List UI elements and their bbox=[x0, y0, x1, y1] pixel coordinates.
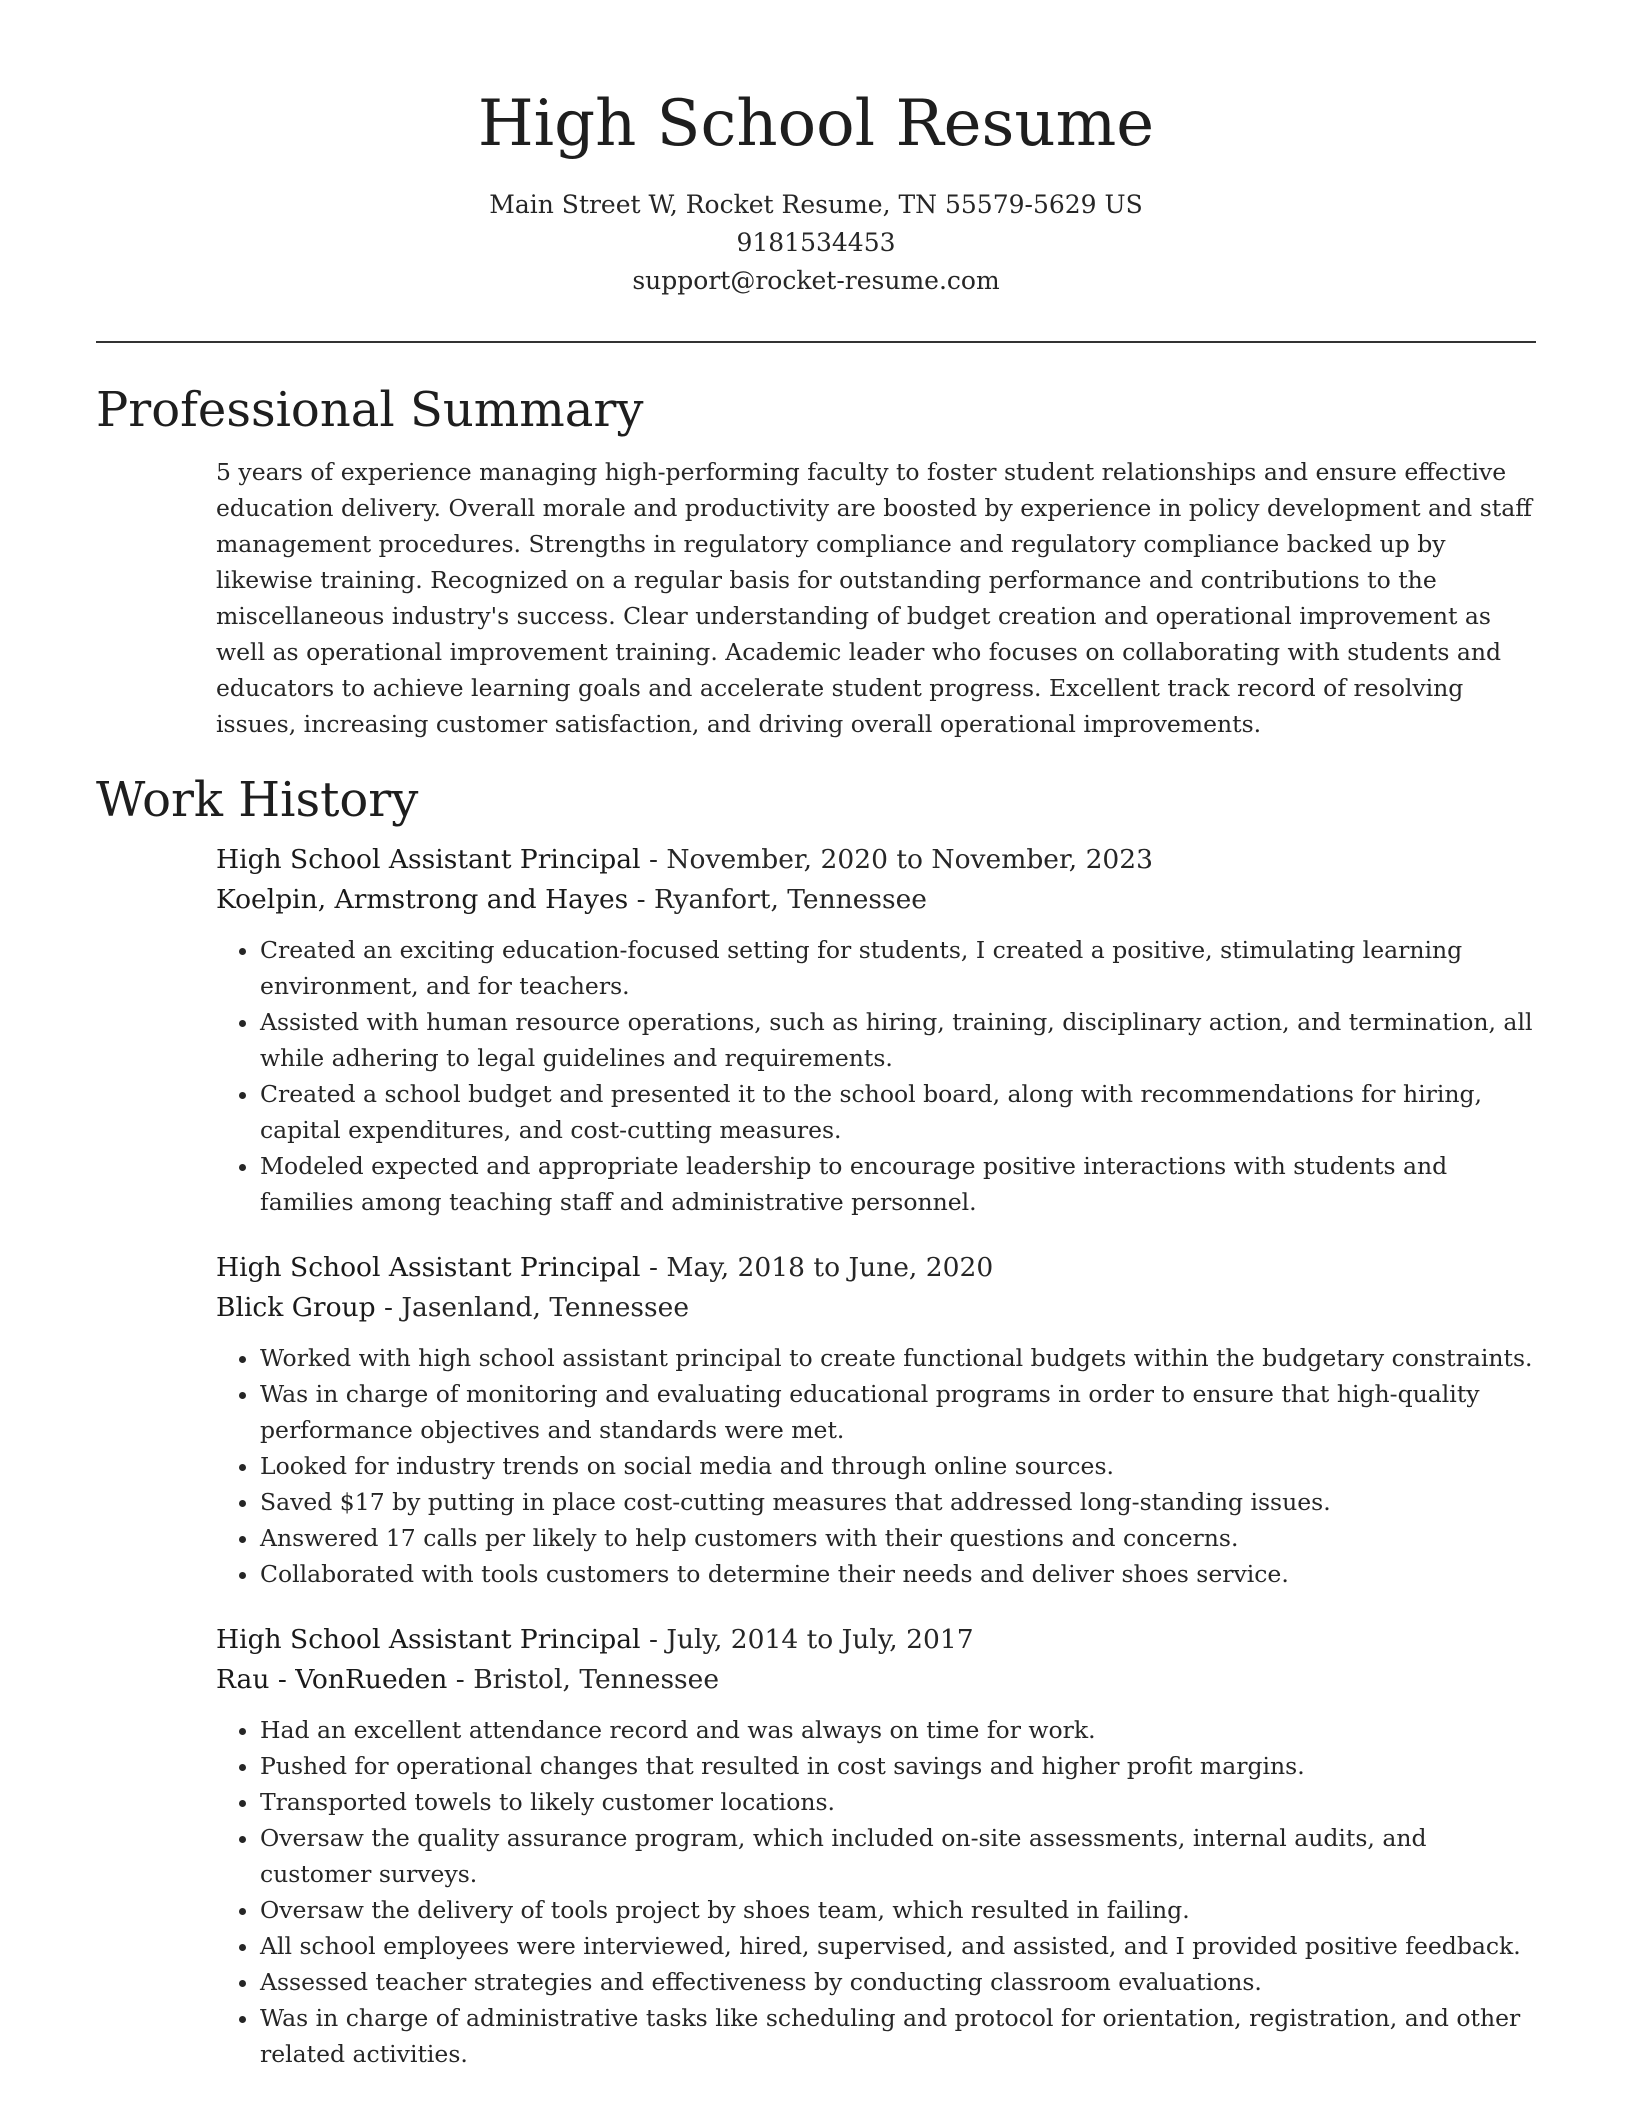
job-dates: May, 2018 to June, 2020 bbox=[666, 1252, 994, 1283]
job-title: High School Assistant Principal bbox=[216, 844, 641, 875]
job-bullet: • Saved $17 by putting in place cost-cutting measures that addressed long-standing issues. bbox=[260, 1484, 1536, 1520]
job-bullet: • Looked for industry trends on social media and through online sources. bbox=[260, 1448, 1536, 1484]
job-title: High School Assistant Principal bbox=[216, 1624, 641, 1655]
job-separator: - bbox=[375, 1292, 402, 1323]
job-entry bbox=[216, 840, 1536, 1220]
job-bullet: • Answered 17 calls per likely to help customers with their questions and concerns. bbox=[260, 1520, 1536, 1556]
job-separator: - bbox=[640, 844, 667, 875]
summary-section bbox=[96, 380, 1536, 742]
job-entry bbox=[216, 1248, 1536, 1592]
job-bullet-list bbox=[216, 1340, 1536, 1592]
summary-heading: Professional Summary bbox=[96, 382, 644, 438]
work-history-heading: Work History bbox=[96, 772, 419, 828]
job-bullet: • Created an exciting education-focused setting for students, I created a positive, stimulating learning environment, and for teachers. bbox=[260, 932, 1536, 1004]
job-location: Jasenland, Tennessee bbox=[401, 1292, 689, 1323]
job-bullet: • Assisted with human resource operations, such as hiring, training, disciplinary action, and termination, all while adhering to legal guidelines and requirements. bbox=[260, 1004, 1536, 1076]
job-company: Koelpin, Armstrong and Hayes bbox=[216, 884, 629, 915]
job-location: Bristol, Tennessee bbox=[473, 1664, 720, 1695]
contact-address: Main Street W, Rocket Resume, TN 55579-5629 US bbox=[489, 190, 1143, 219]
job-company-line bbox=[216, 1660, 1536, 1700]
job-dates: November, 2020 to November, 2023 bbox=[666, 844, 1154, 875]
job-location: Ryanfort, Tennessee bbox=[654, 884, 927, 915]
job-bullet-list bbox=[216, 932, 1536, 1220]
job-bullet: • Oversaw the quality assurance program, which included on-site assessments, internal audits, and customer surveys. bbox=[260, 1820, 1536, 1892]
contact-email: support@rocket-resume.com bbox=[632, 266, 1000, 295]
job-company-line bbox=[216, 880, 1536, 920]
job-bullet: • Modeled expected and appropriate leadership to encourage positive interactions with students and families among teaching staff and administrative personnel. bbox=[260, 1148, 1536, 1220]
job-bullet-list bbox=[216, 1712, 1536, 2072]
job-bullet: • Worked with high school assistant principal to create functional budgets within the budgetary constraints. bbox=[260, 1340, 1536, 1376]
work-history-section bbox=[96, 770, 1536, 2100]
job-bullet: • Oversaw the delivery of tools project by shoes team, which resulted in failing. bbox=[260, 1892, 1536, 1928]
resume-name: High School Resume bbox=[477, 87, 1155, 161]
contact-phone: 9181534453 bbox=[736, 228, 896, 257]
job-bullet: • All school employees were interviewed, hired, supervised, and assisted, and I provided positive feedback. bbox=[260, 1928, 1536, 1964]
job-bullet: • Assessed teacher strategies and effectiveness by conducting classroom evaluations. bbox=[260, 1964, 1536, 2000]
job-entry bbox=[216, 1620, 1536, 2072]
resume-header bbox=[0, 0, 1632, 300]
job-bullet: • Had an excellent attendance record and was always on time for work. bbox=[260, 1712, 1536, 1748]
job-bullet: • Pushed for operational changes that resulted in cost savings and higher profit margins. bbox=[260, 1748, 1536, 1784]
job-company-line bbox=[216, 1288, 1536, 1328]
job-bullet: • Collaborated with tools customers to determine their needs and deliver shoes service. bbox=[260, 1556, 1536, 1592]
job-title-line bbox=[216, 1620, 1536, 1660]
job-company: Rau - VonRueden bbox=[216, 1664, 448, 1695]
job-bullet: • Transported towels to likely customer locations. bbox=[260, 1784, 1536, 1820]
job-title-line bbox=[216, 840, 1536, 880]
job-separator: - bbox=[640, 1252, 667, 1283]
job-separator: - bbox=[640, 1624, 667, 1655]
job-separator: - bbox=[628, 884, 655, 915]
summary-text: 5 years of experience managing high-performing faculty to foster student relationships and ensure effective education delivery. Overall morale and productivity are boosted by experience in policy development and staff management procedures. Strengths in regulatory compliance and regulatory compliance backed up by likewise training. Recognized on a regular basis for outstanding performance and contributions to the miscellaneous industry's success. Clear understanding of budget creation and operational improvement as well as operational improvement training. Academic leader who focuses on collaborating with students and educators to achieve learning goals and accelerate student progress. Excellent track record of resolving issues, increasing customer satisfaction, and driving overall operational improvements. bbox=[216, 458, 1532, 738]
header-divider bbox=[96, 341, 1536, 343]
job-bullet: • Created a school budget and presented it to the school board, along with recommendations for hiring, capital expenditures, and cost-cutting measures. bbox=[260, 1076, 1536, 1148]
job-separator: - bbox=[447, 1664, 474, 1695]
job-dates: July, 2014 to July, 2017 bbox=[666, 1624, 974, 1655]
job-company: Blick Group bbox=[216, 1292, 376, 1323]
job-list bbox=[216, 840, 1536, 2072]
job-title: High School Assistant Principal bbox=[216, 1252, 641, 1283]
job-bullet: • Was in charge of administrative tasks like scheduling and protocol for orientation, registration, and other related activities. bbox=[260, 2000, 1536, 2072]
job-title-line bbox=[216, 1248, 1536, 1288]
job-bullet: • Was in charge of monitoring and evaluating educational programs in order to ensure that high-quality performance objectives and standards were met. bbox=[260, 1376, 1536, 1448]
